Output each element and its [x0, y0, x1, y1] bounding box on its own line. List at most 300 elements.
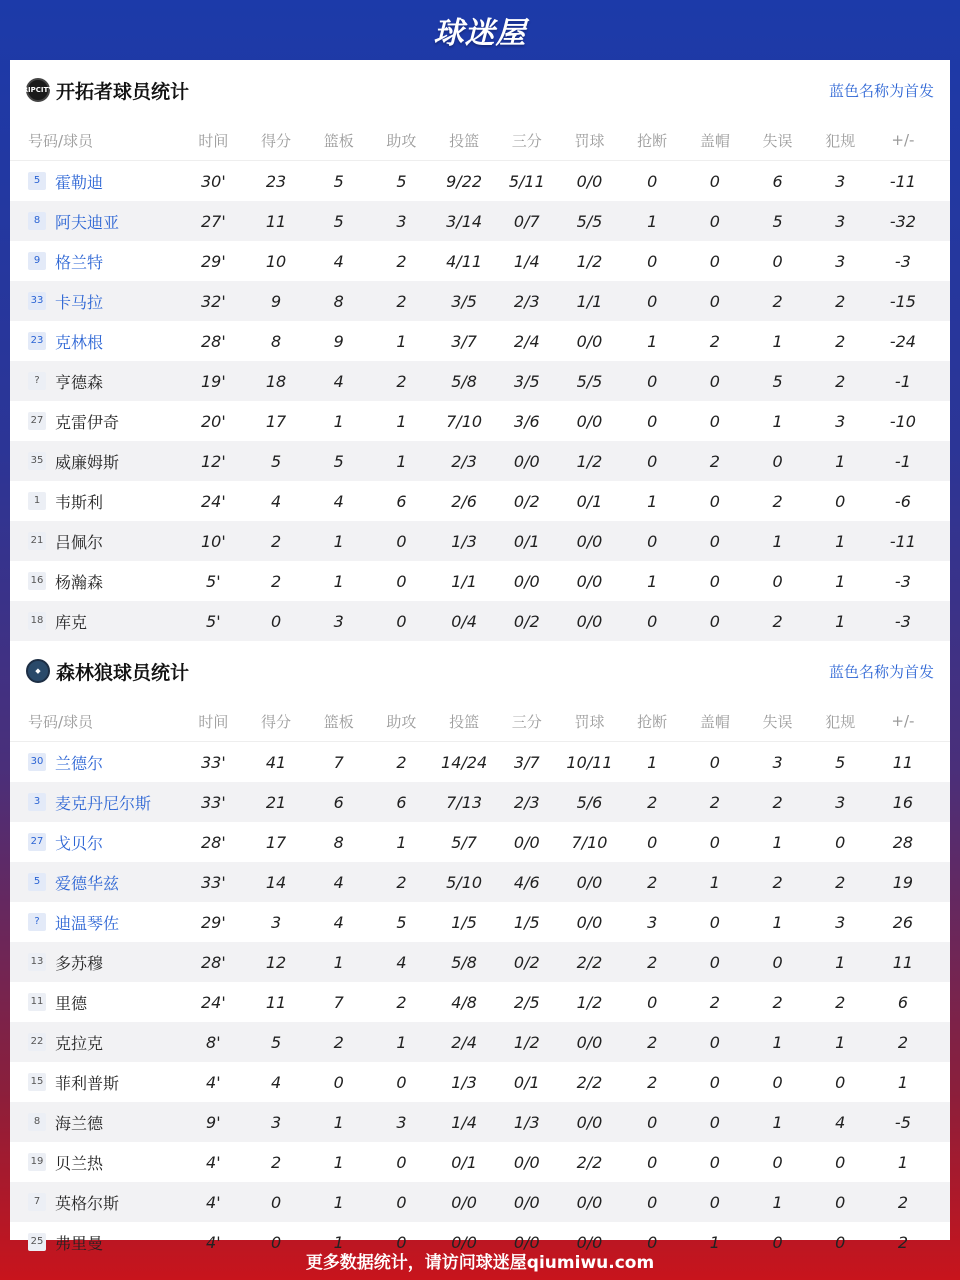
player-cell	[10, 250, 182, 273]
stat-cell: 8	[333, 832, 344, 852]
player-name[interactable]: 卡马拉	[55, 292, 104, 312]
stat-cell: 27'	[200, 211, 226, 231]
stat-cell: 1	[835, 611, 846, 631]
stat-cell: 1	[396, 451, 407, 471]
footer-banner[interactable]: 更多数据统计，请访问球迷屋qiumiwu.com	[305, 1252, 655, 1273]
column-header: 号码/球员	[28, 712, 94, 731]
stat-cell: 0	[772, 1152, 783, 1172]
player-name[interactable]: 亨德森	[55, 372, 104, 392]
stat-cell: 2	[897, 1032, 908, 1052]
player-name[interactable]: 海兰德	[55, 1113, 104, 1133]
player-name[interactable]: 贝兰热	[55, 1153, 104, 1173]
table-row[interactable]	[10, 742, 950, 782]
stat-cell: 0/0	[451, 1232, 477, 1252]
stat-cell: 3	[270, 912, 282, 932]
stat-cell: 1	[333, 571, 344, 591]
stat-cell: 2	[333, 1032, 344, 1052]
stat-cell: 1/1	[451, 571, 477, 591]
stat-cell: 1	[772, 411, 783, 431]
player-cell	[10, 530, 182, 553]
stat-cell: 2	[709, 331, 720, 351]
player-name[interactable]: 杨瀚森	[55, 572, 104, 592]
column-header: +/-	[891, 131, 915, 149]
stat-cell: 1	[333, 1192, 344, 1212]
stat-cell: 12	[265, 952, 287, 972]
stat-cell: 0/1	[513, 1072, 540, 1092]
stat-cell: 0	[709, 1032, 720, 1052]
player-name[interactable]: 克拉克	[55, 1033, 104, 1053]
stat-cell: 1/2	[576, 992, 603, 1012]
stat-cell: 3	[835, 411, 846, 431]
stat-cell: -10	[889, 411, 916, 431]
player-name[interactable]: 戈贝尔	[55, 833, 104, 853]
stat-cell: 1	[772, 531, 783, 551]
stat-cell: 2/4	[513, 331, 540, 351]
player-cell	[10, 450, 182, 473]
stat-cell: 30'	[200, 171, 226, 191]
stat-cell: 0/0	[513, 571, 540, 591]
table-row[interactable]	[10, 601, 950, 641]
table-row[interactable]	[10, 481, 950, 521]
jersey-number: 15	[28, 1073, 46, 1091]
stat-cell: 2	[772, 792, 783, 812]
stat-cell: 0/0	[576, 872, 603, 892]
player-cell	[10, 1111, 182, 1134]
timberwolves-logo-icon: ◆	[26, 659, 50, 683]
player-name[interactable]: 霍勒迪	[55, 172, 104, 192]
jersey-number: 5	[28, 873, 46, 891]
stat-cell: 4	[333, 371, 344, 391]
column-header: 篮板	[323, 712, 354, 731]
stat-cell: 0/1	[513, 531, 540, 551]
table-row[interactable]	[10, 401, 950, 441]
stat-cell: 5/7	[451, 832, 477, 852]
stat-cell: 0	[709, 912, 720, 932]
table-row[interactable]	[10, 161, 950, 201]
player-name[interactable]: 麦克丹尼尔斯	[55, 793, 152, 813]
stat-cell: 5	[333, 451, 344, 471]
jersey-number: 11	[28, 993, 46, 1011]
stat-cell: 2	[647, 872, 658, 892]
stat-cell: 0/0	[513, 451, 540, 471]
stat-cell: 3	[835, 912, 846, 932]
player-cell	[10, 791, 182, 814]
player-name[interactable]: 库克	[55, 612, 88, 632]
stat-cell: 5/8	[451, 371, 477, 391]
table-row[interactable]	[10, 862, 950, 902]
table-row[interactable]	[10, 782, 950, 822]
stat-cell: 1	[709, 1232, 720, 1252]
player-cell	[10, 570, 182, 593]
stat-cell: 0	[709, 752, 720, 772]
stat-cell: 0	[396, 611, 407, 631]
stat-cell: 0	[835, 491, 846, 511]
player-name[interactable]: 英格尔斯	[55, 1193, 120, 1213]
player-name[interactable]: 威廉姆斯	[55, 452, 120, 472]
table-row[interactable]	[10, 361, 950, 401]
stat-cell: 3	[835, 211, 846, 231]
stat-cell: 0	[772, 952, 783, 972]
stat-cell: 4	[333, 912, 344, 932]
table-row[interactable]	[10, 1062, 950, 1102]
stat-cell: 0/0	[576, 411, 603, 431]
brand-logo: 球迷屋	[433, 16, 527, 51]
stat-cell: 4'	[206, 1232, 221, 1252]
stat-cell: 1	[772, 331, 783, 351]
stat-cell: 2/5	[513, 992, 540, 1012]
stat-cell: 2	[270, 531, 282, 551]
stat-cell: 1	[333, 1232, 344, 1252]
stat-cell: 0	[647, 451, 658, 471]
stat-cell: 2	[647, 952, 658, 972]
stat-cell: 2	[396, 251, 407, 271]
player-cell	[10, 991, 182, 1014]
stat-cell: 12'	[200, 451, 226, 471]
player-cell	[10, 610, 182, 633]
column-header: 罚球	[574, 712, 605, 731]
table-row[interactable]	[10, 982, 950, 1022]
stat-cell: 14/24	[441, 752, 488, 772]
team-title: 开拓者球员统计	[56, 80, 190, 103]
stat-cell: 0	[709, 491, 720, 511]
stat-cell: 2/2	[576, 952, 603, 972]
stat-cell: 0/4	[451, 611, 477, 631]
stat-cell: 0	[772, 451, 783, 471]
stat-cell: 1/5	[513, 912, 540, 932]
stat-cell: 5	[396, 171, 407, 191]
stat-cell: 9	[270, 291, 282, 311]
column-header: 抢断	[637, 712, 668, 731]
jersey-number: ?	[28, 372, 46, 390]
stat-cell: 20'	[200, 411, 226, 431]
stat-cell: 0	[396, 531, 407, 551]
stat-cell: -5	[894, 1112, 911, 1132]
player-name[interactable]: 韦斯利	[55, 492, 104, 512]
stat-cell: 7	[333, 992, 344, 1012]
section-header	[10, 641, 950, 701]
column-header: 三分	[511, 712, 542, 731]
stat-cell: 7/13	[446, 792, 483, 812]
table-row[interactable]	[10, 1142, 950, 1182]
stat-cell: 2	[396, 752, 407, 772]
stat-cell: 1	[835, 952, 846, 972]
jersey-number: 19	[28, 1153, 46, 1171]
stat-cell: 0/0	[576, 171, 603, 191]
stat-cell: 0	[835, 1072, 846, 1092]
player-name[interactable]: 克林根	[55, 332, 104, 352]
stat-cell: 4/8	[451, 992, 477, 1012]
player-cell	[10, 751, 182, 774]
stat-cell: 29'	[200, 251, 226, 271]
stat-cell: 5	[270, 1032, 282, 1052]
stat-cell: 2	[835, 331, 846, 351]
column-header: 时间	[198, 131, 229, 150]
column-header: 篮板	[323, 131, 354, 150]
stat-cell: 1	[647, 211, 658, 231]
stat-cell: 0	[709, 1112, 720, 1132]
column-header: 罚球	[574, 131, 605, 150]
stat-cell: 0/2	[513, 491, 540, 511]
stat-cell: 4	[396, 952, 407, 972]
player-name[interactable]: 里德	[55, 993, 88, 1013]
stat-cell: 1/1	[576, 291, 603, 311]
stat-cell: 33'	[200, 792, 226, 812]
jersey-number: 21	[28, 532, 46, 550]
stat-cell: 6	[333, 792, 344, 812]
stat-cell: 0/0	[513, 832, 540, 852]
player-name[interactable]: 克雷伊奇	[55, 412, 120, 432]
stat-cell: 6	[396, 491, 407, 511]
stat-cell: 2	[647, 1072, 658, 1092]
stat-cell: -11	[889, 171, 916, 191]
stat-cell: 0	[647, 531, 658, 551]
stat-cell: 2	[835, 992, 846, 1012]
stat-cell: 4	[835, 1112, 846, 1132]
stat-cell: 1	[647, 571, 658, 591]
stat-cell: 1/4	[513, 251, 540, 271]
stat-cell: 2/6	[451, 491, 477, 511]
stat-cell: 5	[333, 211, 344, 231]
player-name[interactable]: 吕佩尔	[55, 532, 104, 552]
section-title-group	[26, 658, 189, 685]
table-row[interactable]	[10, 201, 950, 241]
stat-cell: 1/3	[451, 531, 477, 551]
stat-cell: 2	[897, 1192, 908, 1212]
column-header: 抢断	[637, 131, 668, 150]
stat-cell: 8	[270, 331, 282, 351]
stat-cell: 10	[265, 251, 287, 271]
stat-cell: 2	[647, 792, 658, 812]
stat-cell: 4	[270, 1072, 282, 1092]
stat-cell: 0	[709, 832, 720, 852]
column-header: 得分	[261, 712, 292, 731]
team-title: 森林狼球员统计	[56, 661, 190, 684]
stat-cell: 5/5	[576, 211, 603, 231]
stat-cell: 0/7	[513, 211, 540, 231]
player-name[interactable]: 兰德尔	[55, 753, 104, 773]
table-row[interactable]	[10, 1182, 950, 1222]
column-header: 得分	[261, 131, 292, 150]
stat-cell: 0	[709, 611, 720, 631]
stat-cell: 0	[772, 571, 783, 591]
stat-cell: 2/4	[451, 1032, 477, 1052]
player-name[interactable]: 迪温琴佐	[55, 913, 120, 933]
stat-cell: 0	[772, 251, 783, 271]
stat-cell: 1	[396, 411, 407, 431]
stat-cell: 5	[835, 752, 846, 772]
player-name[interactable]: 爱德华兹	[55, 873, 120, 893]
stat-cell: 23	[265, 171, 287, 191]
stat-cell: -3	[894, 571, 911, 591]
stat-cell: 33'	[200, 872, 226, 892]
player-cell	[10, 831, 182, 854]
stat-cell: 5	[396, 912, 407, 932]
player-cell	[10, 1031, 182, 1054]
stat-cell: 0	[647, 1232, 658, 1252]
stat-cell: 19'	[200, 371, 226, 391]
stat-cell: 5/11	[508, 171, 545, 191]
stat-cell: 1	[772, 1112, 783, 1132]
stat-cell: -1	[894, 451, 911, 471]
stat-cell: 0/0	[576, 1112, 603, 1132]
stat-cell: 5/10	[446, 872, 483, 892]
stat-cell: 0	[270, 611, 282, 631]
stat-cell: 26	[892, 912, 914, 932]
stat-cell: 0	[709, 371, 720, 391]
stat-cell: 0	[709, 1152, 720, 1172]
player-cell	[10, 1191, 182, 1214]
jersey-number: 25	[28, 1233, 46, 1251]
stat-cell: 5	[772, 371, 783, 391]
table-row[interactable]	[10, 281, 950, 321]
stat-cell: 24'	[200, 992, 226, 1012]
stat-cell: 0/1	[576, 491, 603, 511]
table-header	[10, 120, 950, 161]
stat-cell: 2	[396, 872, 407, 892]
table-row[interactable]	[10, 321, 950, 361]
stat-cell: 0	[709, 1192, 720, 1212]
player-cell	[10, 210, 182, 233]
jersey-number: 23	[28, 332, 46, 350]
stat-cell: 1	[647, 752, 658, 772]
stat-cell: 1	[897, 1072, 908, 1092]
jersey-number: 35	[28, 452, 46, 470]
table-row[interactable]	[10, 521, 950, 561]
stat-cell: 24'	[200, 491, 226, 511]
stat-cell: 3/5	[513, 371, 540, 391]
stat-cell: 0/0	[513, 1192, 540, 1212]
stat-cell: 0	[835, 832, 846, 852]
jersey-number: 16	[28, 572, 46, 590]
stat-cell: 5	[333, 171, 344, 191]
player-name[interactable]: 弗里曼	[55, 1233, 104, 1253]
stat-cell: 3	[835, 792, 846, 812]
stat-cell: 3/7	[513, 752, 540, 772]
table-row[interactable]	[10, 441, 950, 481]
stat-cell: 0	[647, 1192, 658, 1212]
table-row[interactable]	[10, 902, 950, 942]
jersey-number: 27	[28, 412, 46, 430]
team-section	[10, 641, 950, 1262]
stat-cell: 5/6	[576, 792, 603, 812]
stat-cell: 0	[396, 1192, 407, 1212]
stat-cell: 1	[835, 451, 846, 471]
table-row[interactable]	[10, 822, 950, 862]
jersey-number: 8	[28, 1113, 46, 1131]
starter-note: 蓝色名称为首发	[828, 662, 934, 681]
column-header: 盖帽	[699, 131, 730, 150]
stat-cell: 1	[772, 1192, 783, 1212]
stat-cell: 2	[270, 1152, 282, 1172]
player-name[interactable]: 格兰特	[55, 252, 104, 272]
stat-cell: -6	[894, 491, 911, 511]
stat-cell: 1	[647, 491, 658, 511]
stat-cell: 0	[647, 371, 658, 391]
table-row[interactable]	[10, 241, 950, 281]
team-section	[10, 60, 950, 641]
stat-cell: 0	[270, 1232, 282, 1252]
player-name[interactable]: 菲利普斯	[55, 1073, 120, 1093]
stat-cell: 0	[396, 1232, 407, 1252]
stat-cell: 1	[333, 1152, 344, 1172]
column-header: 号码/球员	[28, 131, 94, 150]
stat-cell: 2	[647, 1032, 658, 1052]
jersey-number: 13	[28, 953, 46, 971]
table-row[interactable]	[10, 561, 950, 601]
stat-cell: 1/2	[513, 1032, 540, 1052]
table-row[interactable]	[10, 1022, 950, 1062]
stat-cell: 4	[333, 251, 344, 271]
column-header: +/-	[891, 712, 915, 730]
section-header	[10, 60, 950, 120]
player-cell	[10, 911, 182, 934]
stat-cell: 0	[709, 411, 720, 431]
stat-cell: 0	[709, 211, 720, 231]
stat-cell: 2	[396, 371, 407, 391]
stat-cell: 2/3	[513, 291, 540, 311]
stat-cell: 0	[709, 952, 720, 972]
stat-cell: 1	[647, 331, 658, 351]
stat-cell: 2	[709, 451, 720, 471]
stat-cell: 0/0	[576, 912, 603, 932]
stat-cell: 0	[647, 411, 658, 431]
stat-cell: 1	[396, 832, 407, 852]
stat-cell: 11	[265, 211, 287, 231]
player-name[interactable]: 阿夫迪亚	[55, 212, 120, 232]
stat-cell: 4'	[206, 1192, 221, 1212]
stat-cell: 5/5	[576, 371, 603, 391]
stat-cell: 4'	[206, 1072, 221, 1092]
app-header	[0, 0, 960, 60]
table-row[interactable]	[10, 942, 950, 982]
column-header: 失误	[762, 131, 793, 150]
stat-cell: 6	[772, 171, 783, 191]
stat-cell: 2	[709, 792, 720, 812]
stat-cell: 2	[396, 992, 407, 1012]
stat-cell: 2	[772, 491, 783, 511]
stat-cell: 1	[835, 571, 846, 591]
stat-cell: -11	[889, 531, 916, 551]
stat-cell: 7/10	[571, 832, 608, 852]
stat-cell: 7	[333, 752, 344, 772]
stat-cell: 0	[647, 251, 658, 271]
stat-cell: 1	[333, 531, 344, 551]
stat-cell: 1/3	[451, 1072, 477, 1092]
stat-cell: 2	[772, 872, 783, 892]
stat-cell: 0	[647, 291, 658, 311]
column-header: 助攻	[386, 131, 417, 150]
stat-cell: 11	[892, 952, 914, 972]
stat-cell: 1	[333, 411, 344, 431]
stat-cell: 1/2	[576, 451, 603, 471]
stat-cell: 1	[709, 872, 720, 892]
stat-cell: 0	[647, 171, 658, 191]
stat-cell: 0	[333, 1072, 344, 1092]
stat-cell: 0	[835, 1232, 846, 1252]
table-row[interactable]	[10, 1102, 950, 1142]
table-header	[10, 701, 950, 742]
stat-cell: 2	[709, 992, 720, 1012]
stat-cell: 0	[396, 1072, 407, 1092]
stat-cell: 0/0	[576, 331, 603, 351]
player-name[interactable]: 多苏穆	[55, 953, 104, 973]
stat-cell: 2	[772, 291, 783, 311]
player-cell	[10, 1071, 182, 1094]
stat-cell: 9'	[206, 1112, 221, 1132]
stat-cell: 17	[265, 832, 287, 852]
stat-cell: 1	[333, 1112, 344, 1132]
stat-cell: 6	[897, 992, 908, 1012]
